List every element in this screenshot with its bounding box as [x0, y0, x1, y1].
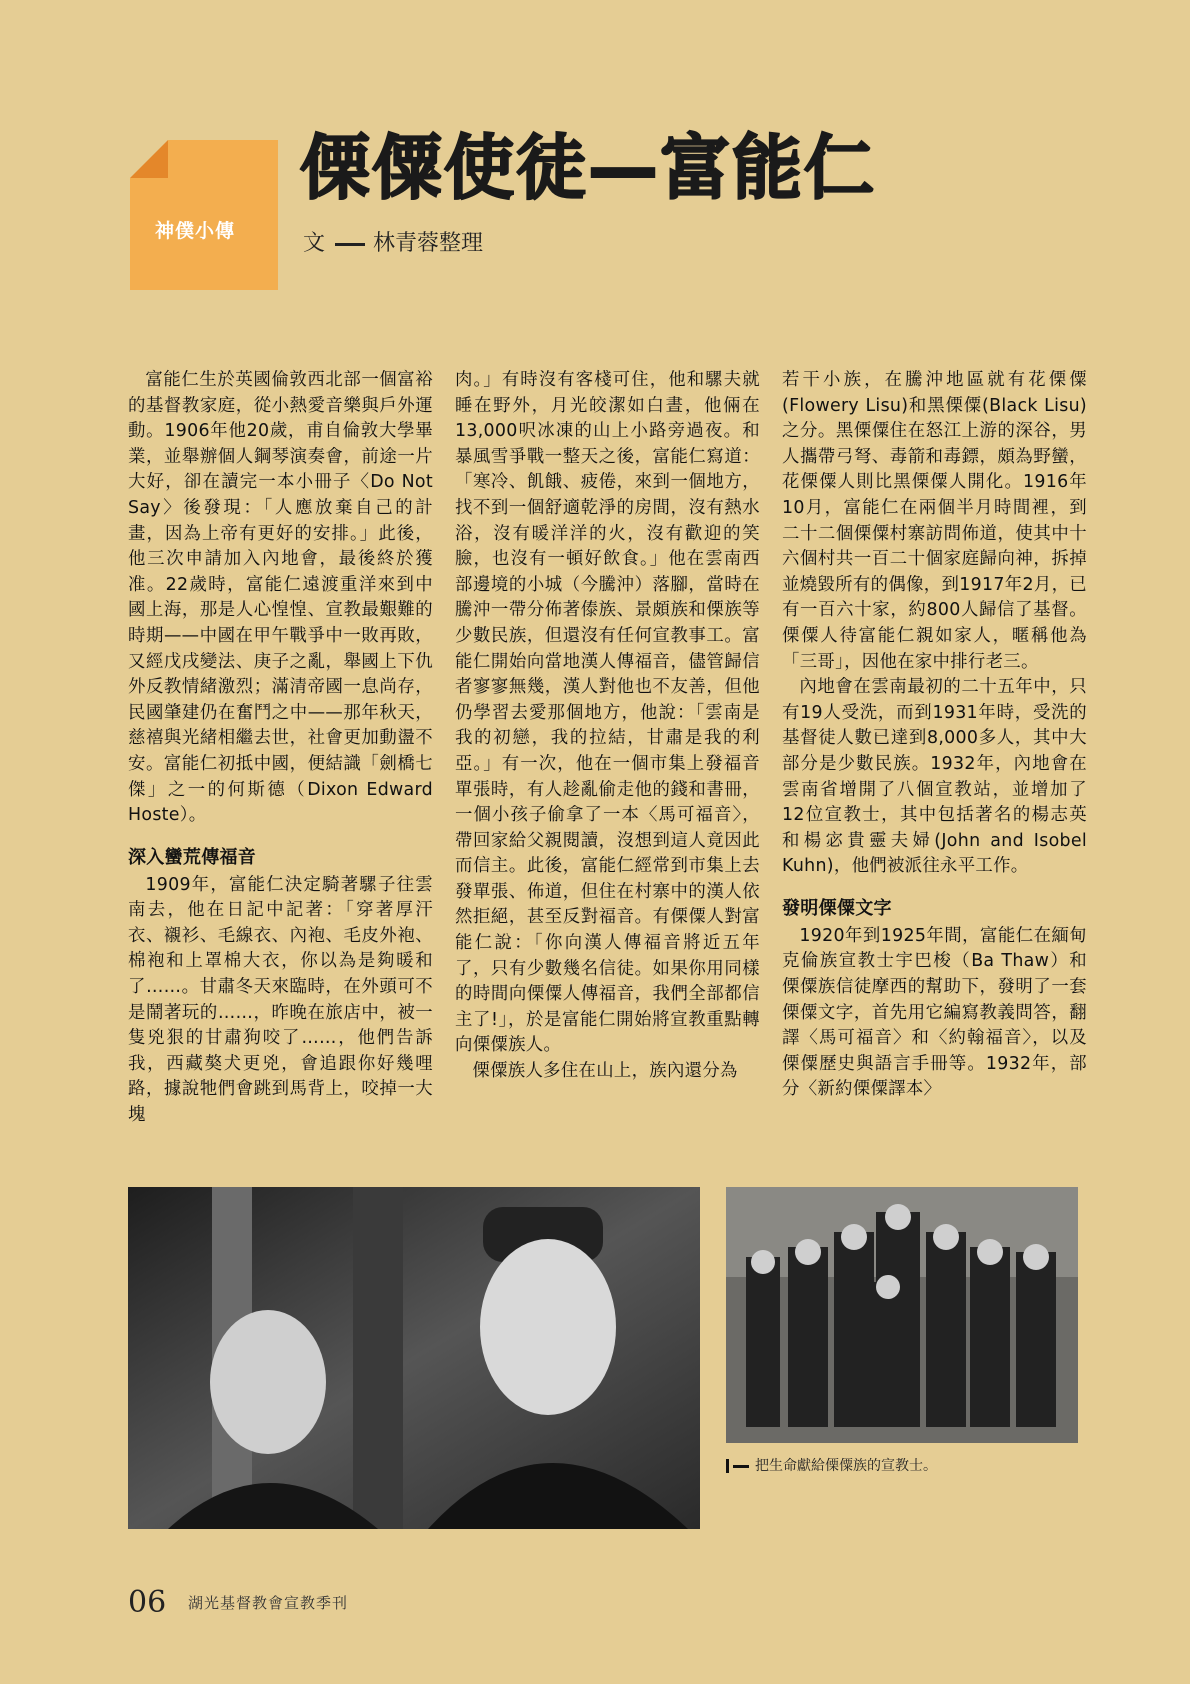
- byline-dash: [335, 243, 365, 246]
- text-column-3: [782, 368, 1087, 1103]
- paragraph: 肉。」有時沒有客棧可住，他和騾夫就睡在野外，月光皎潔如白晝，他倆在13,000呎冰凍的山上小路旁過夜。和暴風雪爭戰一整天之後，富能仁寫道：「寒冷、飢餓、疲倦，來到一個地方，找不到一個舒適乾淨的房間，沒有熱水浴，沒有暖洋洋的火，沒有歡迎的笑臉，也沒有一頓好飲食。」他在雲南西部邊境的小城（今騰沖）落腳，當時在騰沖一帶分佈著傣族、景頗族和傈族等少數民族，但還沒有任何宣教事工。富能仁開始向當地漢人傳福音，儘管歸信者寥寥無幾，漢人對他也不友善，但他仍學習去愛那個地方，他說：「雲南是我的初戀，我的拉結，甘肅是我的利亞。」有一次，他在一個市集上發福音單張時，有人趁亂偷走他的錢和書冊，一個小孩子偷拿了一本〈馬可福音〉，帶回家給父親閱讀，沒想到這人竟因此而信主。此後，富能仁經常到市集上去發單張、佈道，但住在村寨中的漢人依然拒絕，甚至反對福音。有傈僳人對富能仁說：「你向漢人傳福音將近五年了，只有少數幾名信徒。如果你用同樣的時間向傈僳人傳福音，我們全部都信主了!」，於是富能仁開始將宣教重點轉向傈僳族人。: [455, 370, 760, 1056]
- paragraph: 傈僳族人多住在山上，族內還分為: [472, 1061, 738, 1082]
- paragraph: 內地會在雲南最初的二十五年中，只有19人受洗，而到1931年時，受洗的基督徒人數已達到8,000多人，其中大部分是少數民族。1932年，內地會在雲南省增開了八個宣教站，並增加了12位宣教士，其中包括著名的楊志英和楊宓貴靈夫婦(John and Isobel Kuhn)，他們被派往永平工作。: [782, 677, 1087, 877]
- section-heading: 發明傈僳文字: [782, 897, 892, 919]
- portrait-photo: [128, 1187, 700, 1529]
- byline-author: 林青蓉整理: [373, 231, 484, 256]
- paragraph: 富能仁生於英國倫敦西北部一個富裕的基督教家庭，從小熱愛音樂與戶外運動。1906年他20歲，甫自倫敦大學畢業，並舉辦個人鋼琴演奏會，前途一片大好，卻在讀完一本小冊子〈Do Not Say〉後發現：「人應放棄自己的計畫，因為上帝有更好的安排。」此後，他三次申請加入內地會，最後終於獲准。22歲時，富能仁遠渡重洋來到中國上海，那是人心惶惶、宣教最艱難的時期——中國在甲午戰爭中一敗再敗，又經戊戌變法、庚子之亂，舉國上下仇外反教情緒激烈；滿清帝國一息尚存，民國肇建仍在奮鬥之中——那年秋天，慈禧與光緒相繼去世，社會更加動盪不安。富能仁初抵中國，便結識「劍橋七傑」之一的何斯德（Dixon Edward Hoste）。: [128, 370, 433, 826]
- section-tag: [130, 140, 278, 290]
- corner-fold: [130, 140, 168, 178]
- section-tag-label: 神僕小傳: [155, 220, 236, 242]
- journal-name: 湖光基督教會宣教季刊: [188, 1594, 349, 1612]
- caption-bar: [726, 1459, 729, 1473]
- section-heading: 深入蠻荒傳福音: [128, 846, 257, 868]
- byline: [303, 226, 483, 257]
- photo-right: [726, 1187, 1078, 1443]
- article-title: 傈僳使徒—富能仁: [300, 127, 876, 209]
- byline-prefix: 文: [303, 231, 326, 256]
- group-photo: [726, 1187, 1078, 1443]
- photo-left: [128, 1187, 700, 1529]
- paragraph: 1920年到1925年間，富能仁在緬甸克倫族宣教士宇巴梭（Ba Thaw）和傈僳族信徒摩西的幫助下，發明了一套傈僳文字，首先用它編寫教義問答，翻譯〈馬可福音〉和〈約翰福音〉，以及傈僳歷史與語言手冊等。1932年，部分〈新約傈僳譯本〉: [782, 925, 1087, 1100]
- caption-dash: [733, 1465, 749, 1468]
- paragraph: 若干小族，在騰沖地區就有花傈僳(Flowery Lisu)和黑傈僳(Black Lisu)之分。黑傈僳住在怒江上游的深谷，男人攜帶弓弩、毒箭和毒鏢，頗為野蠻，花傈僳人則比黑傈僳人開化。1916年10月，富能仁在兩個半月時間裡，到二十二個傈僳村寨訪問佈道，使其中十六個村共一百二十個家庭歸向神，拆掉並燒毀所有的偶像，到1917年2月，已有一百六十家，約800人歸信了基督。傈僳人待富能仁親如家人，暱稱他為「三哥」，因他在家中排行老三。: [782, 370, 1087, 672]
- page-number: 06: [128, 1585, 167, 1620]
- photo-caption: [726, 1455, 937, 1475]
- caption-text: 把生命獻給傈僳族的宣教士。: [755, 1458, 937, 1474]
- paragraph: 1909年，富能仁決定騎著騾子往雲南去，他在日記中記著：「穿著厚汗衣、襯衫、毛線衣、內袍、毛皮外袍、棉袍和上罩棉大衣，你以為是夠暖和了……。甘肅冬天來臨時，在外頭可不是鬧著玩的……，昨晚在旅店中，被一隻兇狠的甘肅狗咬了……，他們告訴我，西藏獒犬更兇，會追跟你好幾哩路，據說牠們會跳到馬背上，咬掉一大塊: [128, 874, 433, 1126]
- text-column-1: [128, 368, 433, 1129]
- text-column-2: [455, 368, 760, 1085]
